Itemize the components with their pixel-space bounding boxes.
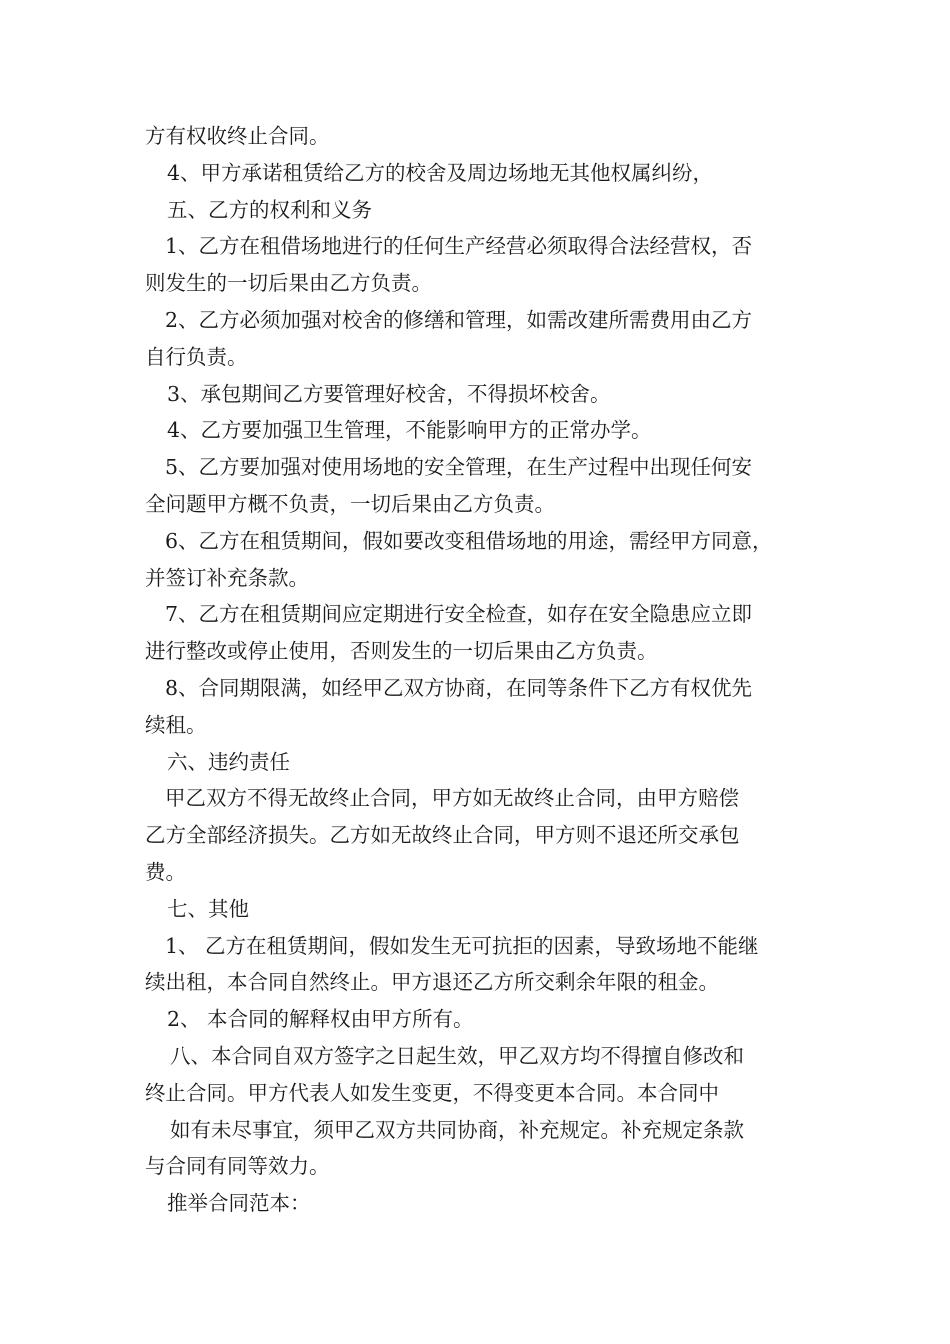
text-line: 4、乙方要加强卫生管理，不能影响甲方的正常办学。 (167, 418, 652, 443)
text-line: 续出租，本合同自然终止。甲方退还乙方所交剩余年限的租金。 (145, 970, 719, 995)
text-line: 推举合同范本： (167, 1191, 311, 1216)
text-line: 4、甲方承诺租赁给乙方的校舍及周边场地无其他权属纠纷， (167, 160, 714, 185)
text-line: 1、 乙方在租赁期间，假如发生无可抗拒的因素，导致场地不能继 (165, 933, 759, 958)
text-line: 7、乙方在租赁期间应定期进行安全检查，如存在安全隐患应立即 (165, 602, 753, 627)
text-line: 全问题甲方概不负责，一切后果由乙方负责。 (145, 491, 555, 516)
text-line: 自行负责。 (145, 344, 248, 369)
section-heading: 七、其他 (167, 896, 249, 921)
text-line: 乙方全部经济损失。乙方如无故终止合同，甲方则不退还所交承包 (145, 823, 740, 848)
text-line: 方有权收终止合同。 (145, 124, 330, 148)
text-line: 终止合同。甲方代表人如发生变更，不得变更本合同。本合同中 (145, 1080, 719, 1105)
text-line: 6、乙方在租赁期间，假如要改变租借场地的用途，需经甲方同意， (165, 528, 773, 553)
section-heading: 六、违约责任 (167, 749, 290, 774)
text-line: 5、乙方要加强对使用场地的安全管理，在生产过程中出现任何安 (165, 455, 753, 480)
section-heading: 五、乙方的权利和义务 (167, 197, 372, 222)
text-line: 续租。 (145, 712, 207, 737)
text-line: 2、 本合同的解释权由甲方所有。 (167, 1007, 474, 1032)
text-line: 则发生的一切后果由乙方负责。 (145, 271, 432, 296)
text-line: 并签订补充条款。 (145, 565, 309, 590)
text-line: 八、本合同自双方签字之日起生效，甲乙双方均不得擅自修改和 (170, 1043, 744, 1068)
text-line: 如有未尽事宜，须甲乙双方共同协商，补充规定。补充规定条款 (170, 1117, 744, 1142)
document-body (145, 118, 813, 1222)
text-line: 与合同有同等效力。 (145, 1154, 330, 1179)
text-line: 甲乙双方不得无故终止合同，甲方如无故终止合同，由甲方赔偿 (165, 786, 739, 811)
text-line: 3、承包期间乙方要管理好校舍，不得损坏校舍。 (167, 381, 611, 406)
text-line: 2、乙方必须加强对校舍的修缮和管理，如需改建所需费用由乙方 (165, 307, 753, 332)
text-line: 1、乙方在租借场地进行的任何生产经营必须取得合法经营权，否 (165, 234, 753, 259)
text-line: 8、合同期限满，如经甲乙双方协商，在同等条件下乙方有权优先 (165, 675, 753, 700)
text-line: 进行整改或停止使用，否则发生的一切后果由乙方负责。 (145, 639, 658, 664)
text-line: 费。 (145, 859, 186, 884)
